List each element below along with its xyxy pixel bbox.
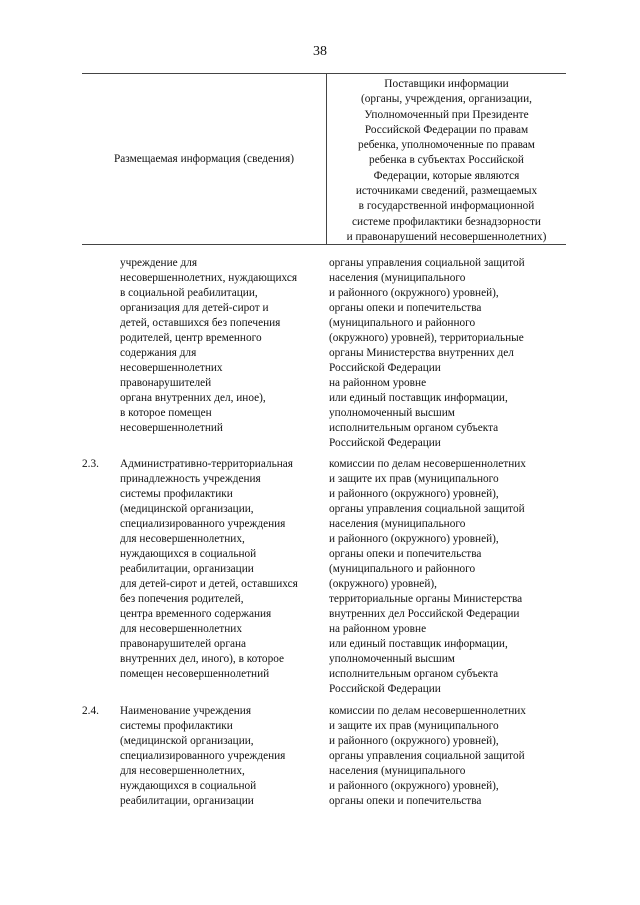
provider-line: органы опеки и попечительства bbox=[329, 302, 482, 314]
provider-line: и районного (окружного) уровней), bbox=[329, 533, 499, 545]
provider-line: и районного (окружного) уровней), bbox=[329, 488, 499, 500]
info-line: системы профилактики bbox=[120, 720, 233, 732]
provider-line: внутренних дел Российской Федерации bbox=[329, 608, 520, 620]
row-info-cell bbox=[120, 704, 330, 809]
info-line: родителей, центр временного bbox=[120, 332, 262, 344]
provider-line: (муниципального и районного bbox=[329, 317, 476, 329]
info-line: центра временного содержания bbox=[120, 608, 272, 620]
info-line: Административно-территориальная bbox=[120, 458, 294, 470]
provider-line: населения (муниципального bbox=[329, 518, 466, 530]
provider-line: органы опеки и попечительства bbox=[329, 548, 482, 560]
info-line: учреждение для bbox=[120, 257, 198, 269]
info-line: для несовершеннолетних, bbox=[120, 765, 245, 777]
info-line: (медицинской организации, bbox=[120, 503, 254, 515]
table-header bbox=[82, 73, 566, 245]
provider-line: (окружного) уровней), территориальные bbox=[329, 332, 524, 344]
provider-line: исполнительным органом субъекта bbox=[329, 668, 499, 680]
provider-line: (муниципального и районного bbox=[329, 563, 476, 575]
provider-line: и районного (окружного) уровней), bbox=[329, 780, 499, 792]
provider-line: комиссии по делам несовершеннолетних bbox=[329, 458, 526, 470]
header-providers-line: Уполномоченный при Президенте bbox=[364, 108, 529, 121]
info-line: системы профилактики bbox=[120, 488, 233, 500]
provider-line: на районном уровне bbox=[329, 377, 427, 389]
info-line: (медицинской организации, bbox=[120, 735, 254, 747]
provider-line: органы опеки и попечительства bbox=[329, 795, 482, 807]
info-line: содержания для bbox=[120, 347, 197, 359]
info-line: несовершеннолетних bbox=[120, 362, 223, 374]
header-providers-line: Поставщики информации bbox=[384, 78, 509, 90]
row-info-cell bbox=[120, 457, 330, 682]
header-providers-line: системе профилактики безнадзорности bbox=[352, 215, 541, 228]
provider-line: на районном уровне bbox=[329, 623, 427, 635]
header-info-label: Размещаемая информация (сведения) bbox=[113, 152, 295, 165]
info-line: специализированного учреждения bbox=[120, 518, 286, 530]
provider-line: и защите их прав (муниципального bbox=[329, 720, 499, 732]
provider-line: и районного (окружного) уровней), bbox=[329, 735, 499, 747]
header-providers-line: (органы, учреждения, организации, bbox=[361, 93, 532, 106]
provider-line: и защите их прав (муниципального bbox=[329, 473, 499, 485]
info-line: реабилитации, организации bbox=[120, 563, 254, 575]
info-line: без попечения родителей, bbox=[120, 593, 244, 605]
header-providers-line: ребенка, уполномоченные по правам bbox=[358, 139, 535, 152]
provider-line: органы Министерства внутренних дел bbox=[329, 347, 514, 359]
row-number: 2.4. bbox=[82, 705, 99, 717]
header-providers-line: Российской Федерации по правам bbox=[364, 123, 529, 136]
provider-line: Российской Федерации bbox=[329, 362, 441, 374]
info-line: в социальной реабилитации, bbox=[120, 287, 258, 299]
provider-line: Российской Федерации bbox=[329, 683, 441, 695]
info-line: несовершеннолетний bbox=[120, 422, 223, 434]
row-number: 2.3. bbox=[82, 458, 99, 470]
provider-line: органы управления социальной защитой bbox=[329, 750, 525, 762]
row-providers-cell bbox=[329, 704, 569, 809]
header-providers-line: Федерации, которые являются bbox=[373, 169, 520, 182]
provider-line: органы управления социальной защитой bbox=[329, 503, 525, 515]
provider-line: органы управления социальной защитой bbox=[329, 257, 525, 269]
provider-line: или единый поставщик информации, bbox=[329, 638, 508, 650]
info-line: для детей-сирот и детей, оставшихся bbox=[120, 578, 298, 590]
info-line: нуждающихся в социальной bbox=[120, 548, 257, 560]
info-line: правонарушителей bbox=[120, 377, 212, 389]
header-info-column bbox=[82, 74, 326, 244]
row-providers-cell bbox=[329, 457, 569, 697]
header-providers-line: в государственной информационной bbox=[358, 200, 535, 213]
provider-line: комиссии по делам несовершеннолетних bbox=[329, 705, 526, 717]
info-line: органа внутренних дел, иное), bbox=[120, 392, 266, 404]
info-line: помещен несовершеннолетний bbox=[120, 668, 270, 680]
row-providers-cell bbox=[329, 256, 569, 451]
info-line: реабилитации, организации bbox=[120, 795, 254, 807]
info-line: организация для детей-сирот и bbox=[120, 302, 269, 314]
header-providers-line: источниками сведений, размещаемых bbox=[355, 185, 538, 198]
info-line: для несовершеннолетних, bbox=[120, 533, 245, 545]
provider-line: территориальные органы Министерства bbox=[329, 593, 523, 605]
info-line: несовершеннолетних, нуждающихся bbox=[120, 272, 298, 284]
info-line: нуждающихся в социальной bbox=[120, 780, 257, 792]
provider-line: исполнительным органом субъекта bbox=[329, 422, 499, 434]
provider-line: (окружного) уровней), bbox=[329, 578, 437, 590]
provider-line: населения (муниципального bbox=[329, 765, 466, 777]
header-providers-line: и правонарушений несовершеннолетних) bbox=[346, 230, 547, 243]
info-line: в которое помещен bbox=[120, 407, 212, 419]
provider-line: или единый поставщик информации, bbox=[329, 392, 508, 404]
info-line: правонарушителей органа bbox=[120, 638, 247, 650]
row-info-cell bbox=[120, 256, 330, 436]
provider-line: Российской Федерации bbox=[329, 437, 441, 449]
header-providers-line: ребенка в субъектах Российской bbox=[369, 154, 524, 167]
provider-line: населения (муниципального bbox=[329, 272, 466, 284]
provider-line: уполномоченный высшим bbox=[329, 407, 455, 419]
provider-line: уполномоченный высшим bbox=[329, 653, 455, 665]
header-providers-column bbox=[327, 77, 566, 245]
info-line: внутренних дел, иного), в которое bbox=[120, 653, 285, 665]
page-number: 38 bbox=[313, 44, 327, 59]
info-line: принадлежность учреждения bbox=[120, 473, 261, 485]
info-line: специализированного учреждения bbox=[120, 750, 286, 762]
info-line: для несовершеннолетних bbox=[120, 623, 242, 635]
info-line: детей, оставшихся без попечения bbox=[120, 317, 281, 329]
info-line: Наименование учреждения bbox=[120, 705, 252, 717]
provider-line: и районного (окружного) уровней), bbox=[329, 287, 499, 299]
